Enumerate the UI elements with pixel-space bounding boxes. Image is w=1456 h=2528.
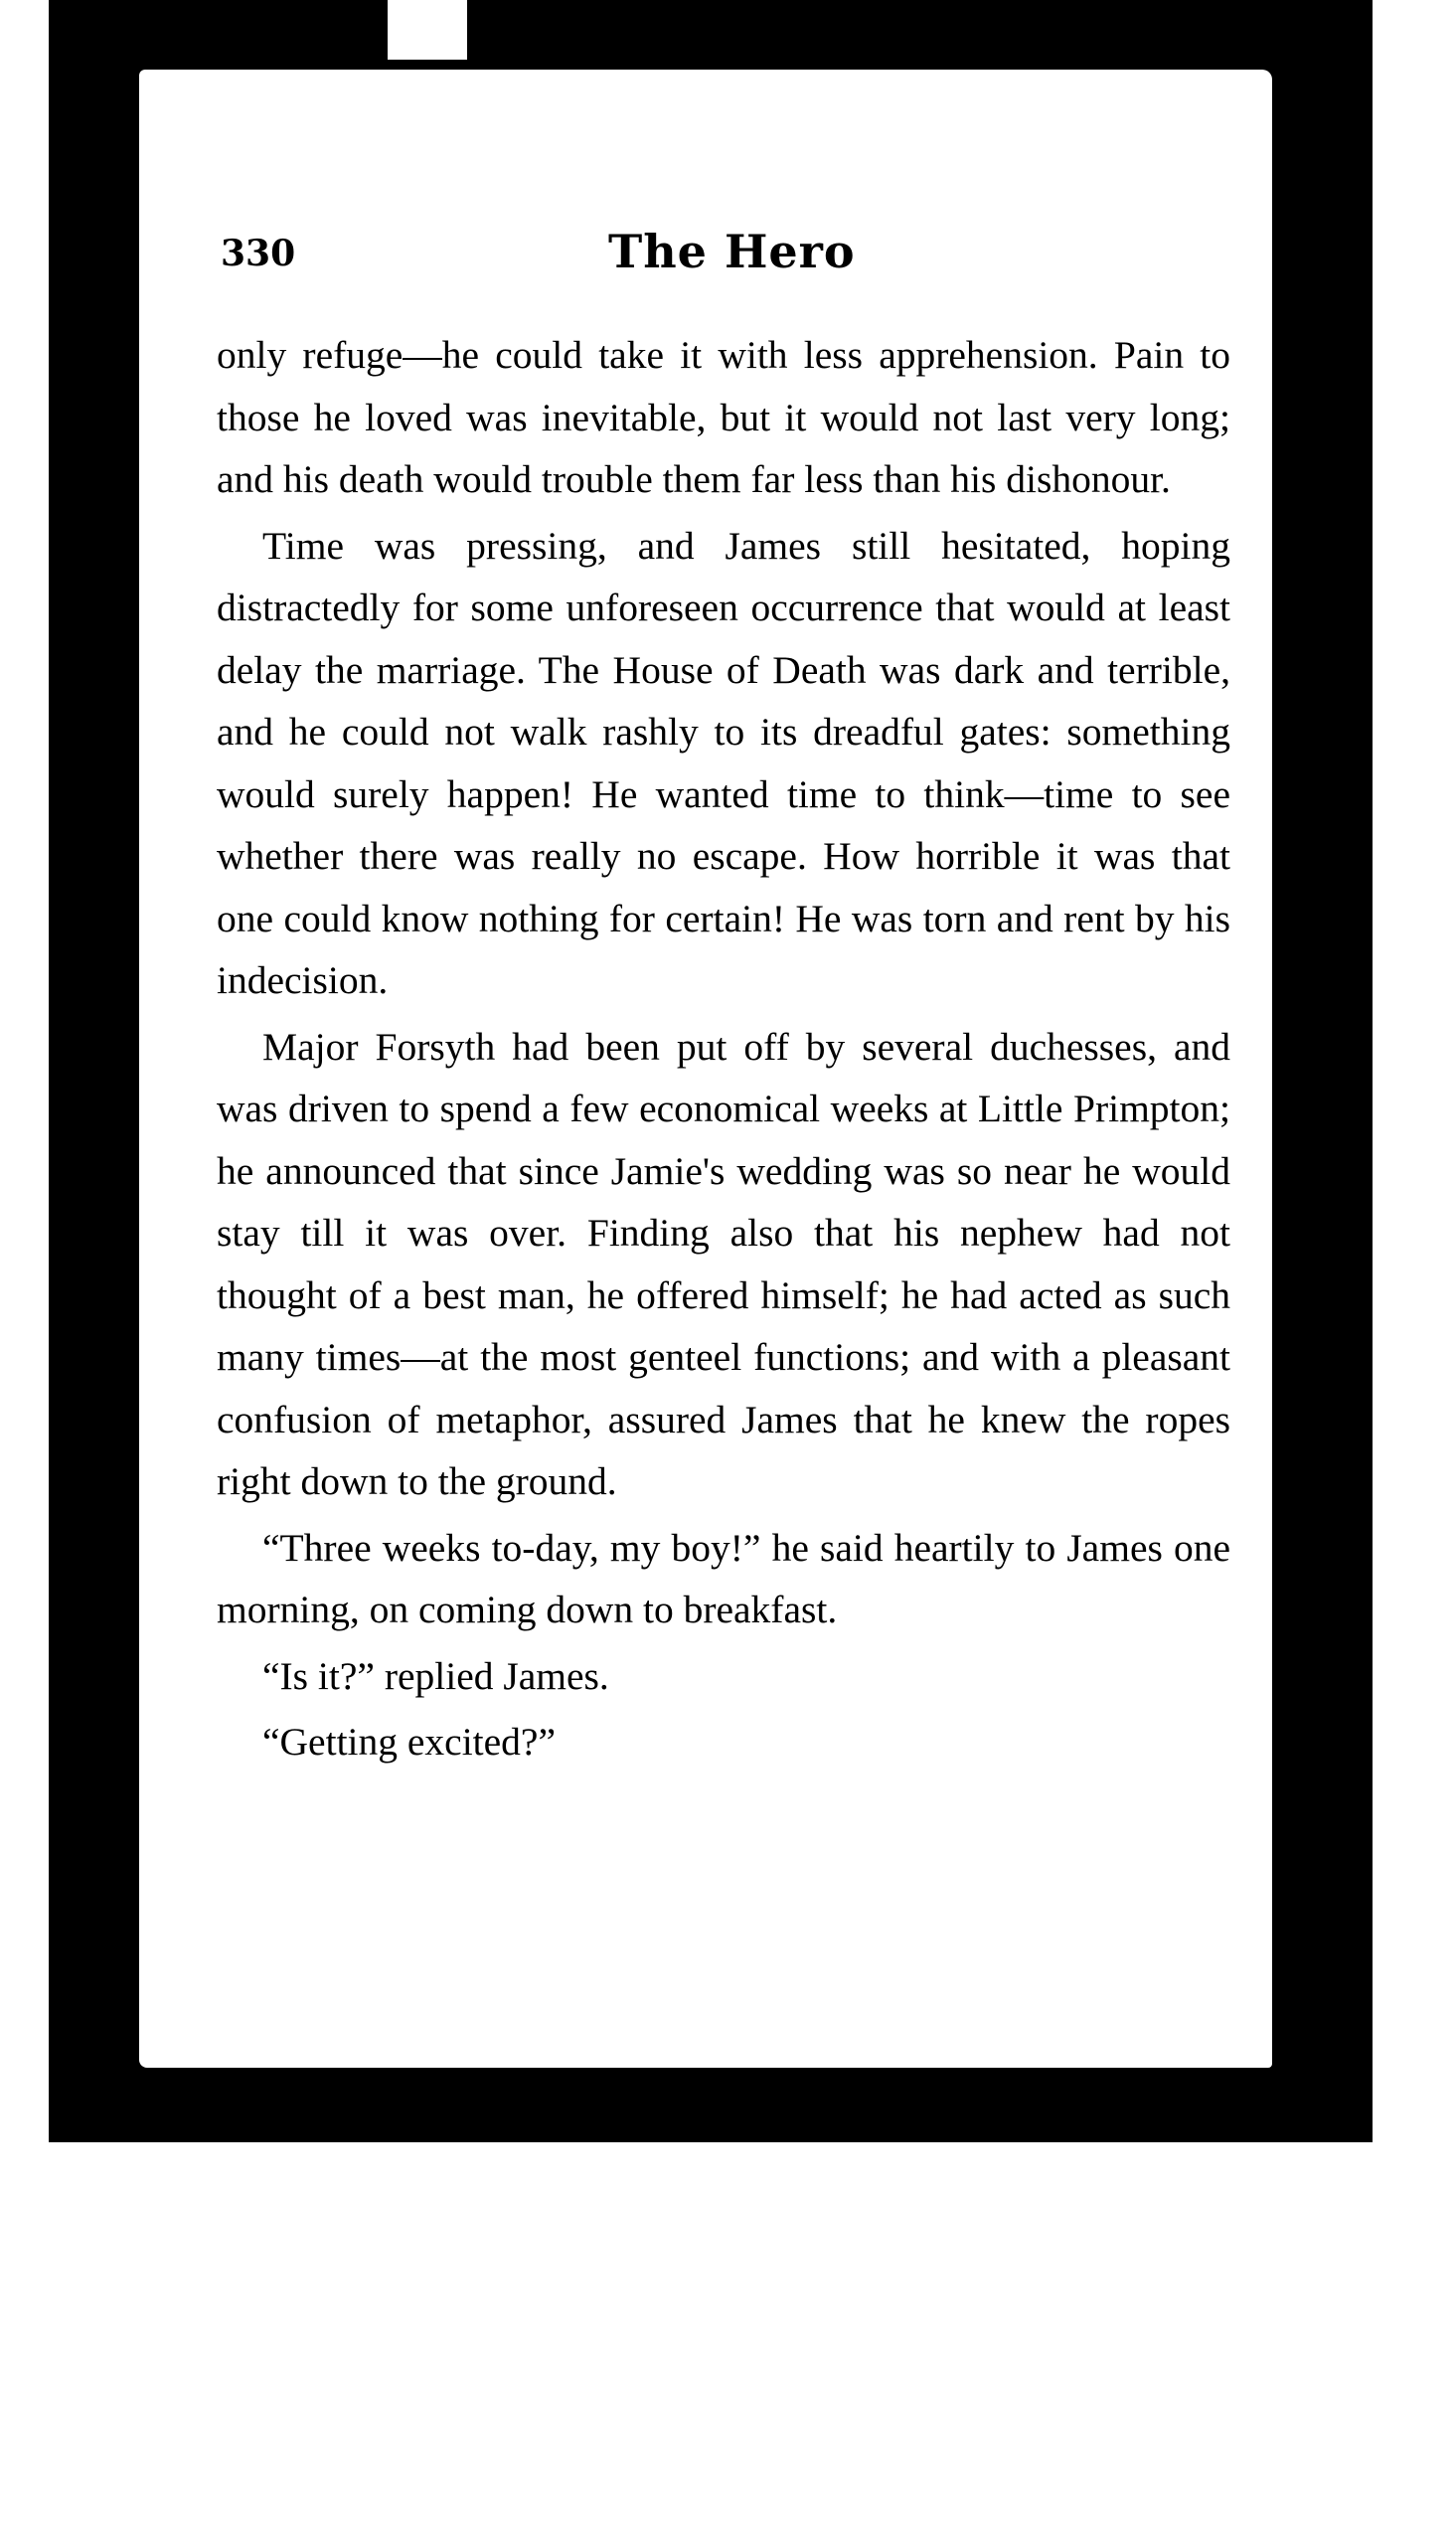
page-header [221,225,1234,290]
paragraph: “Is it?” replied James. [262,1653,609,1698]
scan-border-notch [388,0,467,60]
body-text [217,324,1230,1773]
paragraph: “Three weeks to-day, my boy!” he said heartily to James one morning, on coming down to breakfast. [217,1525,1230,1631]
paragraph: Time was pressing, and James still hesitated, hoping distractedly for some unforeseen occurrence that would at least delay the marriage. The House of Death was dark and terrible, and he could not walk rashly to its dreadful gates: something would surely happen! He wanted time to think—time to see whether there was really no escape. How horrible it was that one could know nothing for certain! He was torn and rent by his indecision. [217,523,1230,1002]
paragraph: “Getting excited?” [262,1720,556,1764]
running-title: The Hero [608,225,856,278]
page-number: 330 [221,233,296,274]
paragraph: Major Forsyth had been put off by several duchesses, and was driven to spend a few economical weeks at Little Primpton; he announced that since Jamie's wedding was so near he would stay till it was over. Finding also that his nephew had not thought of a best man, he offered himself; he had acted as such many times—at the most genteel functions; and with a pleasant confusion of metaphor, assured James that he knew the ropes right down to the ground. [217,1024,1230,1503]
paragraph: only refuge—he could take it with less apprehension. Pain to those he loved was inevitable, but it would not last very long; and his death would trouble them far less than his dishonour. [217,333,1230,501]
